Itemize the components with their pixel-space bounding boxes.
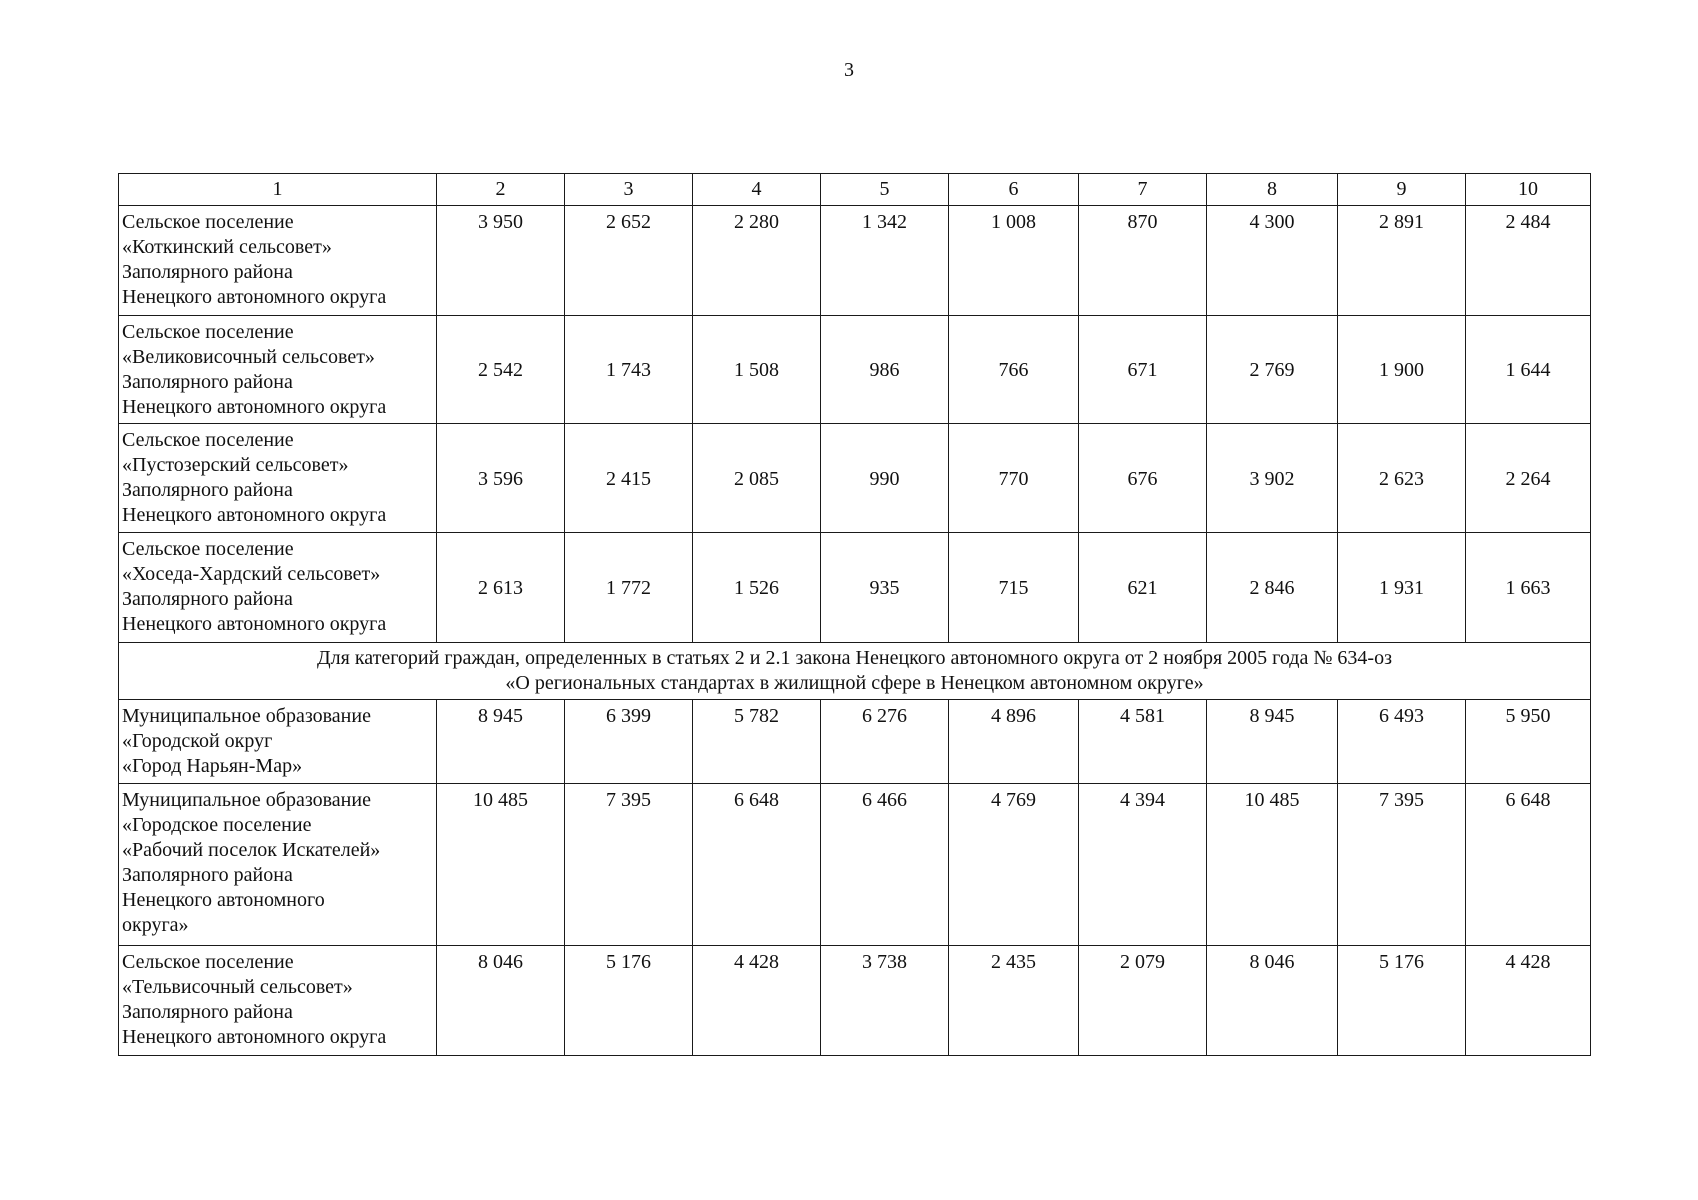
- municipality-name-line: «Хоседа-Хардский сельсовет»: [122, 563, 381, 585]
- municipality-name-cell: [119, 316, 437, 424]
- section-heading-line: Для категорий граждан, определенных в статьях 2 и 2.1 закона Ненецкого автономного округа от 2 ноября 2005 года № 634-оз: [317, 647, 1392, 669]
- municipality-name-line: Заполярного района: [122, 864, 293, 886]
- value-cell: 3 596: [437, 424, 565, 533]
- value-cell: 621: [1079, 533, 1207, 643]
- value-cell: 2 085: [693, 424, 821, 533]
- municipality-name-line: «Городской округ: [122, 730, 273, 752]
- value-cell: 1 644: [1466, 316, 1591, 424]
- municipality-name-line: «Городское поселение: [122, 814, 312, 836]
- value-cell: 4 896: [949, 700, 1079, 784]
- municipality-name-line: Муниципальное образование: [122, 705, 371, 727]
- column-header: 3: [565, 174, 693, 206]
- column-header: 4: [693, 174, 821, 206]
- value-cell: 1 900: [1338, 316, 1466, 424]
- column-header-row: [119, 174, 1591, 206]
- value-cell: 990: [821, 424, 949, 533]
- table-row: [119, 424, 1591, 533]
- municipality-name-line: Ненецкого автономного округа: [122, 286, 387, 308]
- municipality-name-line: Сельское поселение: [122, 951, 294, 973]
- value-cell: 8 945: [437, 700, 565, 784]
- municipality-name-line: Заполярного района: [122, 1001, 293, 1023]
- page-number: 3: [844, 59, 854, 81]
- municipality-name-line: «Тельвисочный сельсовет»: [122, 976, 353, 998]
- value-cell: 6 648: [693, 784, 821, 946]
- value-cell: 3 902: [1207, 424, 1338, 533]
- value-cell: 8 945: [1207, 700, 1338, 784]
- value-cell: 2 652: [565, 206, 693, 316]
- value-cell: 6 466: [821, 784, 949, 946]
- value-cell: 5 176: [1338, 946, 1466, 1056]
- value-cell: 6 493: [1338, 700, 1466, 784]
- value-cell: 2 280: [693, 206, 821, 316]
- value-cell: 986: [821, 316, 949, 424]
- municipality-name-cell: [119, 533, 437, 643]
- municipality-name-line: «Рабочий поселок Искателей»: [122, 839, 381, 861]
- value-cell: 2 542: [437, 316, 565, 424]
- column-header: 2: [437, 174, 565, 206]
- municipality-name-line: Ненецкого автономного округа: [122, 613, 387, 635]
- table-row: [119, 946, 1591, 1056]
- housing-standards-table: [118, 173, 1591, 1056]
- column-header: 9: [1338, 174, 1466, 206]
- value-cell: 2 613: [437, 533, 565, 643]
- value-cell: 5 176: [565, 946, 693, 1056]
- value-cell: 4 581: [1079, 700, 1207, 784]
- value-cell: 8 046: [1207, 946, 1338, 1056]
- section-heading: [119, 643, 1591, 700]
- value-cell: 1 342: [821, 206, 949, 316]
- value-cell: 1 743: [565, 316, 693, 424]
- value-cell: 2 415: [565, 424, 693, 533]
- municipality-name-cell: [119, 700, 437, 784]
- value-cell: 676: [1079, 424, 1207, 533]
- value-cell: 1 931: [1338, 533, 1466, 643]
- table-body: [119, 174, 1591, 1056]
- value-cell: 4 394: [1079, 784, 1207, 946]
- table-row: [119, 316, 1591, 424]
- municipality-name-line: «Коткинский сельсовет»: [122, 236, 332, 258]
- value-cell: 2 484: [1466, 206, 1591, 316]
- municipality-name-cell: [119, 206, 437, 316]
- municipality-name-line: Сельское поселение: [122, 538, 294, 560]
- municipality-name-cell: [119, 946, 437, 1056]
- value-cell: 2 264: [1466, 424, 1591, 533]
- municipality-name-line: Муниципальное образование: [122, 789, 371, 811]
- municipality-name-line: Сельское поселение: [122, 429, 294, 451]
- table-row: [119, 533, 1591, 643]
- value-cell: 4 428: [1466, 946, 1591, 1056]
- value-cell: 6 276: [821, 700, 949, 784]
- value-cell: 766: [949, 316, 1079, 424]
- value-cell: 2 079: [1079, 946, 1207, 1056]
- value-cell: 7 395: [565, 784, 693, 946]
- column-header: 7: [1079, 174, 1207, 206]
- value-cell: 7 395: [1338, 784, 1466, 946]
- value-cell: 1 508: [693, 316, 821, 424]
- municipality-name-line: Сельское поселение: [122, 211, 294, 233]
- municipality-name-line: Заполярного района: [122, 479, 293, 501]
- value-cell: 4 769: [949, 784, 1079, 946]
- municipality-name-line: Ненецкого автономного округа: [122, 504, 387, 526]
- column-header: 10: [1466, 174, 1591, 206]
- value-cell: 4 300: [1207, 206, 1338, 316]
- section-heading-row: [119, 643, 1591, 700]
- municipality-name-line: Ненецкого автономного: [122, 889, 325, 911]
- municipality-name-line: округа»: [122, 914, 189, 936]
- municipality-name-line: Заполярного района: [122, 588, 293, 610]
- municipality-name-line: «Великовисочный сельсовет»: [122, 346, 375, 368]
- value-cell: 1 663: [1466, 533, 1591, 643]
- value-cell: 1 526: [693, 533, 821, 643]
- value-cell: 8 046: [437, 946, 565, 1056]
- value-cell: 935: [821, 533, 949, 643]
- value-cell: 715: [949, 533, 1079, 643]
- value-cell: 5 782: [693, 700, 821, 784]
- value-cell: 2 623: [1338, 424, 1466, 533]
- column-header: 8: [1207, 174, 1338, 206]
- value-cell: 10 485: [437, 784, 565, 946]
- value-cell: 1 772: [565, 533, 693, 643]
- value-cell: 2 846: [1207, 533, 1338, 643]
- municipality-name-line: Заполярного района: [122, 261, 293, 283]
- value-cell: 2 769: [1207, 316, 1338, 424]
- value-cell: 10 485: [1207, 784, 1338, 946]
- municipality-name-line: Ненецкого автономного округа: [122, 1026, 387, 1048]
- column-header: 1: [119, 174, 437, 206]
- value-cell: 870: [1079, 206, 1207, 316]
- value-cell: 5 950: [1466, 700, 1591, 784]
- value-cell: 4 428: [693, 946, 821, 1056]
- municipality-name-cell: [119, 424, 437, 533]
- table-row: [119, 700, 1591, 784]
- value-cell: 2 435: [949, 946, 1079, 1056]
- section-heading-line: «О региональных стандартах в жилищной сфере в Ненецком автономном округе»: [505, 672, 1204, 694]
- value-cell: 2 891: [1338, 206, 1466, 316]
- value-cell: 3 738: [821, 946, 949, 1056]
- value-cell: 3 950: [437, 206, 565, 316]
- municipality-name-line: Сельское поселение: [122, 321, 294, 343]
- municipality-name-line: Заполярного района: [122, 371, 293, 393]
- municipality-name-line: «Пустозерский сельсовет»: [122, 454, 349, 476]
- column-header: 5: [821, 174, 949, 206]
- value-cell: 6 648: [1466, 784, 1591, 946]
- municipality-name-line: Ненецкого автономного округа: [122, 396, 387, 418]
- value-cell: 671: [1079, 316, 1207, 424]
- table-row: [119, 784, 1591, 946]
- value-cell: 770: [949, 424, 1079, 533]
- value-cell: 6 399: [565, 700, 693, 784]
- table-row: [119, 206, 1591, 316]
- municipality-name-cell: [119, 784, 437, 946]
- column-header: 6: [949, 174, 1079, 206]
- value-cell: 1 008: [949, 206, 1079, 316]
- municipality-name-line: «Город Нарьян-Мар»: [122, 755, 303, 777]
